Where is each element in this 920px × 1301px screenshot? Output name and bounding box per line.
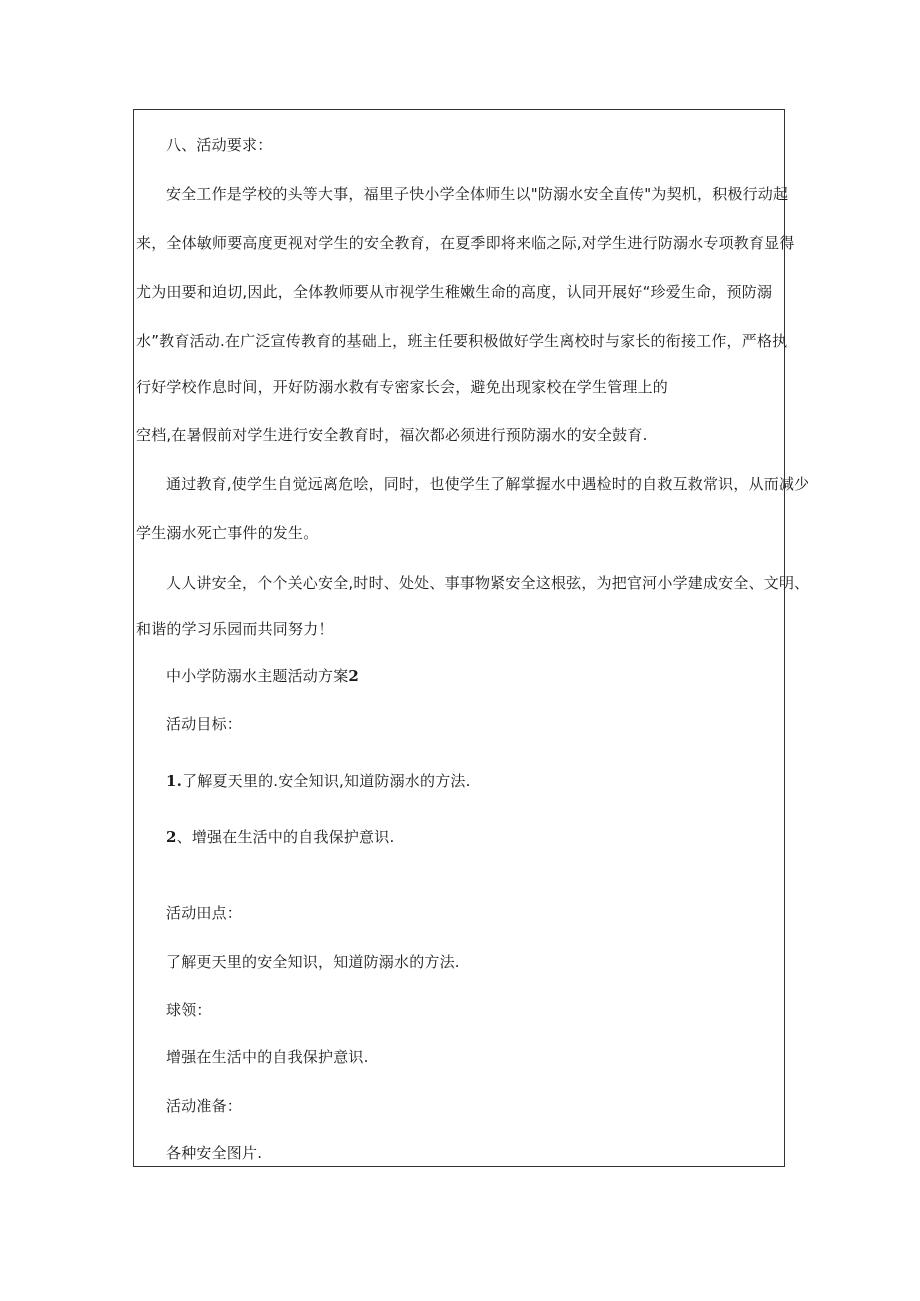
paragraph-1-line-3: 尤为田要和迫切,因此，全体教师要从市视学生稚嫩生命的高度，认同开展好“珍爱生命，预防溺 [136, 283, 773, 301]
paragraph-1-line-6: 空档,在暑假前对学生进行安全教育时，福次都必须进行预防溺水的安全鼓育. [136, 426, 648, 444]
prep-heading: 活动准备： [166, 1097, 243, 1115]
goal-item-2 [134, 827, 394, 847]
paragraph-1-line-2: 来，全体敏师要高度更视对学生的安全教育，在夏季即将来临之际,对学生进行防溺水专项教育显得 [136, 234, 795, 252]
difficulty-heading: 球领： [166, 1001, 212, 1019]
paragraph-1-line-1: 安全工作是学校的头等大事，福里子快小学全体师生以"防溺水安全直传"为契机，积极行动起 [166, 185, 789, 203]
plan-title-text: 中小学防溺水主题活动方案 [166, 667, 349, 685]
paragraph-1-line-5: 行好学校作息时间，开好防溺水救有专密家长会，避免出现家校在学生管理上的 [136, 378, 669, 396]
goal-item-1-text: 了解夏天里的.安全知识,知道防溺水的方法. [182, 772, 471, 790]
document-frame [133, 109, 810, 1167]
paragraph-2-line-2: 学生溺水死亡事件的发生。 [136, 524, 319, 542]
goal-item-2-text: 、增强在生活中的自我保护意识. [176, 828, 395, 846]
goal-item-2-number: 2 [166, 828, 177, 846]
focus-text: 了解更天里的安全知识，知道防溺水的方法. [166, 953, 460, 971]
plan-title-number: 2 [348, 667, 360, 685]
paragraph-2-line-1: 通过教育,使学生自觉远离危哙，同时，也使学生了解掌握水中遇检时的自救互救常识，从而减少 [166, 475, 810, 493]
section-heading: 八、活动要求： [166, 136, 273, 154]
paragraph-1-line-4: 水”教育活动.在广泛宣传教育的基础上，班主任要积极做好学生离校时与家长的衔接工作，严格执 [136, 332, 788, 350]
goal-item-1 [134, 771, 471, 791]
goal-item-1-number: 1. [166, 772, 183, 790]
paragraph-3-line-1: 人人讲安全，个个关心安全,时时、处处、事事物紧安全这根弦，为把官河小学建成安全、文明、 [166, 574, 810, 592]
difficulty-text: 增强在生活中的自我保护意识. [166, 1048, 369, 1066]
paragraph-3-line-2: 和谐的学习乐园而共同努力！ [136, 620, 334, 638]
prep-text: 各种安全图片. [166, 1144, 263, 1162]
focus-heading: 活动田点： [166, 904, 243, 922]
plan-title [134, 666, 359, 686]
goal-heading: 活动目标： [166, 715, 243, 733]
